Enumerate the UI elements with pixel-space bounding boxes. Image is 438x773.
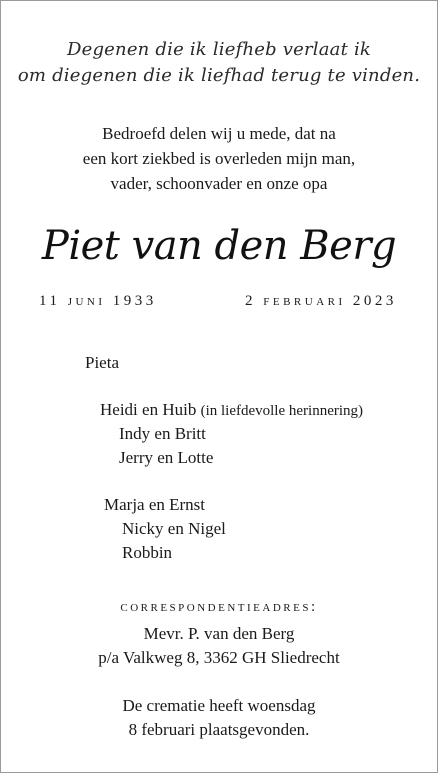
correspondence-line-1: Mevr. P. van den Berg <box>143 624 295 643</box>
deceased-name: Piet van den Berg <box>41 223 397 269</box>
family-grandchildren-2: Jerry en Lotte <box>119 448 214 467</box>
birth-date: 11 juni 1933 <box>39 293 157 309</box>
quote-line-1: Degenen die ik liefheb verlaat ik <box>66 39 372 60</box>
announcement-line-2: een kort ziekbed is overleden mijn man, <box>82 149 356 168</box>
family-grandchildren-4: Robbin <box>122 543 173 562</box>
correspondence-heading: correspondentieadres: <box>120 599 318 615</box>
family-grandchildren-1: Indy en Britt <box>119 424 206 443</box>
cremation-line-2: 8 februari plaatsgevonden. <box>128 720 310 739</box>
cremation-line-1: De crematie heeft woensdag <box>122 696 316 715</box>
announcement-line-1: Bedroefd delen wij u mede, dat na <box>102 124 336 143</box>
family-grandchildren-3: Nicky en Nigel <box>122 519 226 538</box>
family-child-1 <box>100 398 363 423</box>
correspondence-line-2: p/a Valkweg 8, 3362 GH Sliedrecht <box>98 648 340 667</box>
family-child-2: Marja en Ernst <box>104 495 206 514</box>
quote-line-2: om diegenen die ik liefhad terug te vinden. <box>17 65 421 86</box>
family-spouse: Pieta <box>85 353 119 372</box>
death-date: 2 februari 2023 <box>245 293 397 309</box>
family-child-1-names: Heidi en Huib <box>100 400 197 419</box>
family-child-1-note: (in liefdevolle herinnering) <box>200 403 364 419</box>
announcement-line-3: vader, schoonvader en onze opa <box>110 174 328 193</box>
